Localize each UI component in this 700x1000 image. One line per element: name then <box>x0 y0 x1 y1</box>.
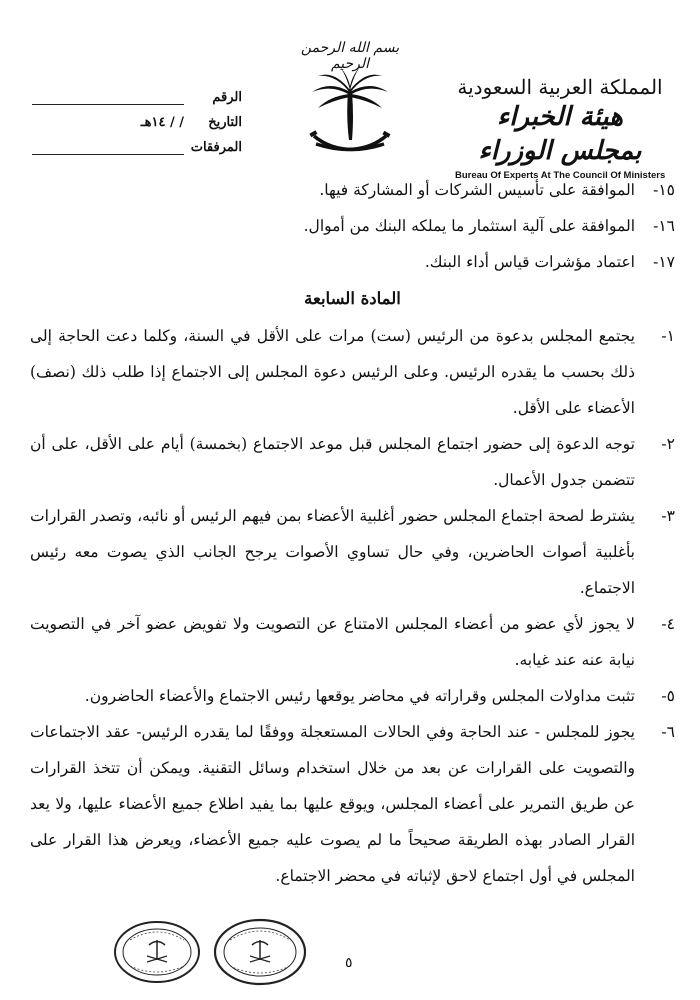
item-text: الموافقة على تأسيس الشركات أو المشاركة فيها. <box>319 181 635 199</box>
article-title: المادة السابعة <box>304 289 401 308</box>
item-text: يشترط لصحة اجتماع المجلس حضور أغلبية الأعضاء بمن فيهم الرئيس أو نائبه، وتصدر القرارات بأغلبية أصوات الحاضرين، وفي حال تساوي الأصوات يرجح الجانب الذي يصوت معه رئيس الاجتماع. <box>30 507 635 597</box>
item-text: توجه الدعوة إلى حضور اجتماع المجلس قبل موعد الاجتماع (بخمسة) أيام على الأقل، على أن تتضمن جدول الأعمال. <box>30 435 635 489</box>
list-item <box>30 498 675 606</box>
item-number: ٣- <box>661 507 675 525</box>
ref-number-label: الرقم <box>212 90 242 105</box>
organization-name-english: Bureau Of Experts At The Council Of Ministers <box>455 170 666 181</box>
date-value: / / ١٤هـ <box>140 115 184 130</box>
item-number: ١٥- <box>653 181 675 199</box>
date-row <box>22 105 242 130</box>
list-item <box>30 208 675 244</box>
document-body <box>30 172 675 894</box>
basmala: بسم الله الرحمن الرحيم <box>300 40 400 72</box>
stamp-right-icon <box>215 920 305 984</box>
list-item <box>30 606 675 678</box>
list-item <box>30 172 675 208</box>
list-item <box>30 678 675 714</box>
list-item <box>30 426 675 498</box>
country-name: المملكة العربية السعودية <box>457 75 663 99</box>
reference-block <box>22 80 242 155</box>
stamp-left-icon <box>115 922 199 982</box>
item-number: ١٦- <box>653 217 675 235</box>
ref-number-row <box>22 80 242 105</box>
attachments-row <box>22 130 242 155</box>
list-item <box>30 244 675 280</box>
item-text: الموافقة على آلية استثمار ما يملكه البنك من أموال. <box>303 217 635 235</box>
saudi-emblem-icon <box>300 62 400 162</box>
item-number: ٤- <box>661 615 675 633</box>
item-number: ١٧- <box>653 253 675 271</box>
page-number: ٥ <box>345 955 353 971</box>
item-number: ٢- <box>661 435 675 453</box>
organization-name: هيئة الخبراء بمجلس الوزراء <box>478 102 642 166</box>
item-number: ٥- <box>661 687 675 705</box>
attachments-line <box>32 138 184 155</box>
ref-number-line <box>32 88 184 105</box>
item-text: اعتماد مؤشرات قياس أداء البنك. <box>424 253 635 271</box>
item-text: يجوز للمجلس - عند الحاجة وفي الحالات المستعجلة ووفقًا لما يقدره الرئيس- عقد الاجتماعات والتصويت على القرارات عن بعد من خلال استخدام وسائل التقنية. ويمكن أن تتخذ القرارات عن طريق التمرير على أعضاء المجلس، ويوقع عليها بما يفيد اطلاع جميع الأعضاء عليها، ولا يعد القرار الصادر بهذه الطريقة صحيحاً ما لم يصوت عليه جميع الأعضاء، ويعرض هذا القرار على المجلس في أول اجتماع لاحق لإثباته في محضر الاجتماع. <box>30 723 635 885</box>
item-text: تثبت مداولات المجلس وقراراته في محاضر يوقعها رئيس الاجتماع والأعضاء الحاضرون. <box>84 687 635 705</box>
item-text: لا يجوز لأي عضو من أعضاء المجلس الامتناع عن التصويت ولا تفويض عضو آخر في التصويت نيابة عنه عند غيابه. <box>30 615 635 669</box>
item-number: ٦- <box>661 723 675 741</box>
attachments-label: المرفقات <box>190 140 242 155</box>
item-number: ١- <box>661 327 675 345</box>
item-text: يجتمع المجلس بدعوة من الرئيس (ست) مرات على الأقل في السنة، وكلما دعت الحاجة إلى ذلك بحسب ما يقدره الرئيس. وعلى الرئيس دعوة المجلس إلى الاجتماع إذا طلب ذلك (نصف) الأعضاء على الأقل. <box>30 327 635 417</box>
official-stamps <box>112 912 312 992</box>
date-label: التاريخ <box>208 115 242 130</box>
list-item <box>30 318 675 426</box>
list-item <box>30 714 675 894</box>
organization-header <box>455 74 665 181</box>
